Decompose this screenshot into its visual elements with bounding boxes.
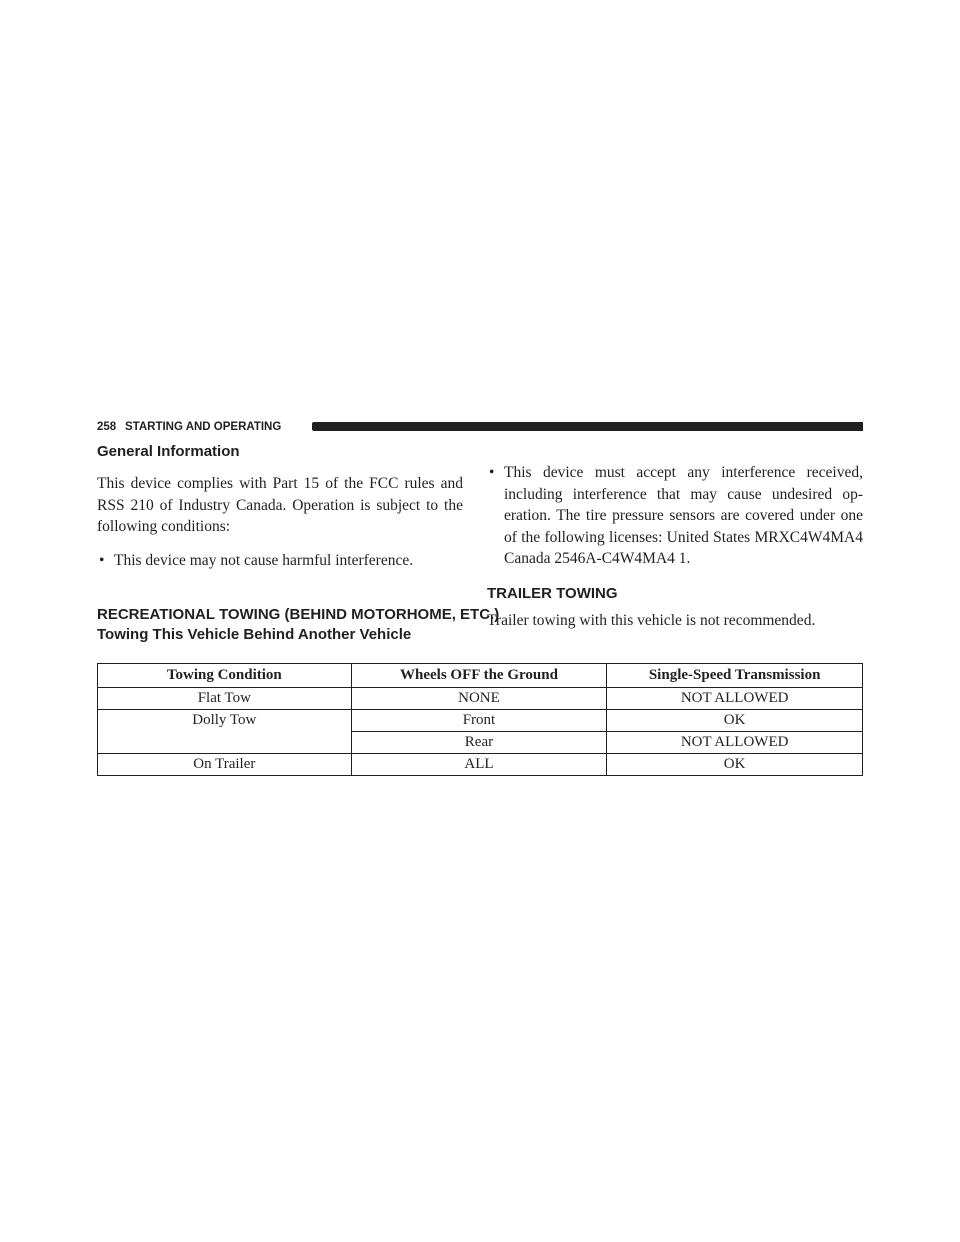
towing-behind-vehicle-subheading: Towing This Vehicle Behind Another Vehicle <box>97 626 412 643</box>
table-cell: NOT ALLOWED <box>607 688 863 710</box>
column-header: Wheels OFF the Ground <box>351 664 607 688</box>
section-title: STARTING AND OPERATING <box>125 421 282 433</box>
fcc-paragraph: This device complies with Part 15 of the FCC rules and RSS 210 of Industry Canada. Operation is subject to the following conditions: <box>97 475 463 535</box>
table-cell: NONE <box>351 688 607 710</box>
table-cell: Rear <box>351 732 607 754</box>
trailer-towing-text: Trailer towing with this vehicle is not recommended. <box>487 611 816 629</box>
table-cell: On Trailer <box>98 754 352 776</box>
page-number: 258 <box>97 421 117 433</box>
table-cell: Dolly Tow <box>98 710 352 754</box>
table-header-row <box>98 664 863 688</box>
bullet-item <box>487 462 863 570</box>
running-header <box>97 420 863 434</box>
column-header: Towing Condition <box>98 664 352 688</box>
table-cell: OK <box>607 754 863 776</box>
trailer-towing-heading: TRAILER TOWING <box>487 584 618 602</box>
table-cell: OK <box>607 710 863 732</box>
bullet-icon: • <box>489 464 495 481</box>
towing-table <box>97 663 863 776</box>
bullet-text: This device must accept any interference received, including interference that may cause undesired op- eration. The tire pressure sensors are covered under one of the following licenses: United States MRXC4W4MA4 Canada 2546A-C4W4MA4 1. <box>504 464 863 567</box>
bullet-text: This device may not cause harmful interference. <box>114 551 414 569</box>
left-column <box>97 442 463 571</box>
table-cell: Flat Tow <box>98 688 352 710</box>
table-row <box>98 754 863 776</box>
table-row <box>98 688 863 710</box>
bullet-icon: • <box>99 551 105 569</box>
header-rule <box>312 422 863 431</box>
recreational-towing-heading: RECREATIONAL TOWING (BEHIND MOTORHOME, ETC.) <box>97 606 500 623</box>
general-information-heading: General Information <box>97 443 240 460</box>
table-row <box>98 710 863 732</box>
bullet-item <box>97 550 463 572</box>
column-header: Single-Speed Transmission <box>607 664 863 688</box>
table-cell: Front <box>351 710 607 732</box>
table-cell: NOT ALLOWED <box>607 732 863 754</box>
recreational-towing-section <box>97 605 863 645</box>
table-cell: ALL <box>351 754 607 776</box>
